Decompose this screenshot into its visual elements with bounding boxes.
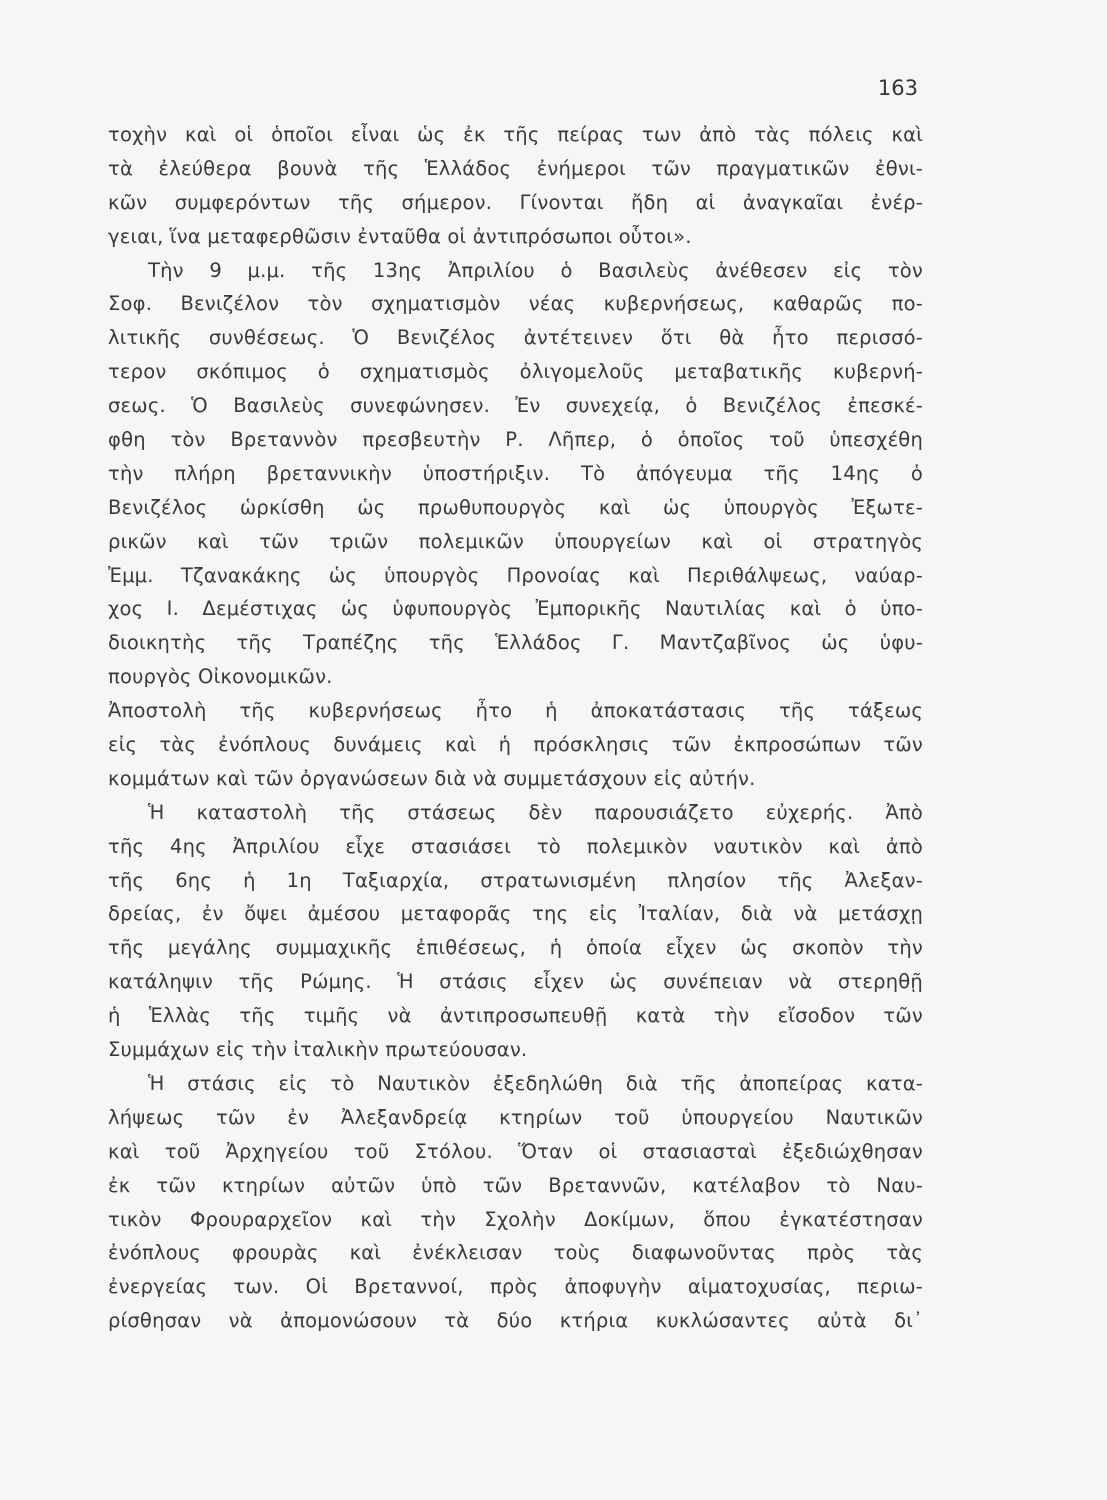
text-line: λήψεως τῶν ἐν Ἀλεξανδρείᾳ κτηρίων τοῦ ὑπουργείου Ναυτικῶν <box>108 1105 923 1129</box>
text-line: Σοφ. Βενιζέλον τὸν σχηματισμὸν νέας κυβερνήσεως, καθαρῶς πο- <box>108 292 923 316</box>
text-line: διοικητὴς τῆς Τραπέζης τῆς Ἑλλάδος Γ. Μαντζαβῖνος ὡς ὑφυ- <box>108 631 923 655</box>
text-line: φθη τὸν Βρεταννὸν πρεσβευτὴν Ρ. Λῆπερ, ὁ ὁποῖος τοῦ ὑπεσχέθη <box>108 428 923 452</box>
text-line: τῆς μεγάλης συμμαχικῆς ἐπιθέσεως, ἡ ὁποία εἶχεν ὡς σκοπὸν τὴν <box>108 936 923 960</box>
text-line: τὴν πλήρη βρεταννικὴν ὑποστήριξιν. Τὸ ἀπόγευμα τῆς 14ης ὁ <box>108 461 923 485</box>
text-line: εἰς τὰς ἐνόπλους δυνάμεις καὶ ἡ πρόσκλησις τῶν ἐκπροσώπων τῶν <box>108 733 923 757</box>
text-line: τερον σκόπιμος ὁ σχηματισμὸς ὀλιγομελοῦς μεταβατικῆς κυβερνή- <box>108 360 923 384</box>
text-line: ἐκ τῶν κτηρίων αὐτῶν ὑπὸ τῶν Βρεταννῶν, κατέλαβον τὸ Ναυ- <box>108 1173 923 1197</box>
text-line: τοχὴν καὶ οἱ ὁποῖοι εἶναι ὡς ἐκ τῆς πείρας των ἀπὸ τὰς πόλεις καὶ <box>108 123 923 146</box>
text-line: Τὴν 9 μ.μ. τῆς 13ης Ἀπριλίου ὁ Βασιλεὺς ἀνέθεσεν εἰς τὸν <box>148 258 923 282</box>
text-line: πουργὸς Οἰκονομικῶν. <box>108 665 333 689</box>
text-line: ἐνεργείας των. Οἱ Βρεταννοί, πρὸς ἀποφυγὴν αἱματοχυσίας, περιω- <box>108 1275 923 1299</box>
text-line: δρείας, ἐν ὄψει ἀμέσου μεταφορᾶς της εἰς Ἰταλίαν, διὰ νὰ μετάσχῃ <box>108 902 923 926</box>
text-line: χος Ι. Δεμέστιχας ὡς ὑφυπουργὸς Ἐμπορικῆς Ναυτιλίας καὶ ὁ ὑπο- <box>108 597 923 621</box>
page-number: 163 <box>877 76 918 100</box>
text-line: τῆς 6ης ἡ 1η Ταξιαρχία, στρατωνισμένη πλησίον τῆς Ἀλεξαν- <box>108 868 923 892</box>
text-line: τὰ ἐλεύθερα βουνὰ τῆς Ἑλλάδος ἐνήμεροι τῶν πραγματικῶν ἐθνι- <box>108 156 923 180</box>
text-line: σεως. Ὁ Βασιλεὺς συνεφώνησεν. Ἐν συνεχείᾳ, ὁ Βενιζέλος ἐπεσκέ- <box>108 394 923 418</box>
text-line: κομμάτων καὶ τῶν ὀργανώσεων διὰ νὰ συμμετάσχουν εἰς αὐτήν. <box>108 766 756 790</box>
text-line: Ἀποστολὴ τῆς κυβερνήσεως ἦτο ἡ ἀποκατάστασις τῆς τάξεως <box>108 699 923 723</box>
text-line: Ἐμμ. Τζανακάκης ὡς ὑπουργὸς Προνοίας καὶ Περιθάλψεως, ναύαρ- <box>108 563 923 587</box>
text-line: γειαι, ἵνα μεταφερθῶσιν ἐνταῦθα οἱ ἀντιπρόσωποι οὗτοι». <box>108 224 692 248</box>
text-line: κατάληψιν τῆς Ρώμης. Ἡ στάσις εἶχεν ὡς συνέπειαν νὰ στερηθῇ <box>108 970 923 994</box>
text-line: ρικῶν καὶ τῶν τριῶν πολεμικῶν ὑπουργείων καὶ οἱ στρατηγὸς <box>108 529 923 553</box>
text-line: ἡ Ἑλλὰς τῆς τιμῆς νὰ ἀντιπροσωπευθῇ κατὰ τὴν εἴσοδον τῶν <box>108 1004 923 1028</box>
text-line: Συμμάχων εἰς τὴν ἰταλικὴν πρωτεύουσαν. <box>108 1038 528 1062</box>
text-line: τῆς 4ης Ἀπριλίου εἶχε στασιάσει τὸ πολεμικὸν ναυτικὸν καὶ ἀπὸ <box>108 834 923 858</box>
text-line: κῶν συμφερόντων τῆς σήμερον. Γίνονται ἤδη αἱ ἀναγκαῖαι ἐνέρ- <box>108 190 923 214</box>
text-line: τικὸν Φρουραρχεῖον καὶ τὴν Σχολὴν Δοκίμων, ὅπου ἐγκατέστησαν <box>108 1207 923 1231</box>
text-line: ἐνόπλους φρουρὰς καὶ ἐνέκλεισαν τοὺς διαφωνοῦντας πρὸς τὰς <box>108 1241 923 1265</box>
text-line: λιτικῆς συνθέσεως. Ὁ Βενιζέλος ἀντέτεινεν ὅτι θὰ ἦτο περισσό- <box>108 326 923 350</box>
text-line: καὶ τοῦ Ἀρχηγείου τοῦ Στόλου. Ὅταν οἱ στασιασταὶ ἐξεδιώχθησαν <box>108 1139 923 1163</box>
text-line: ρίσθησαν νὰ ἀπομονώσουν τὰ δύο κτήρια κυκλώσαντες αὐτὰ δι᾽ <box>108 1309 923 1333</box>
text-line: Ἡ καταστολὴ τῆς στάσεως δὲν παρουσιάζετο εὐχερής. Ἀπὸ <box>148 800 923 824</box>
text-line: Βενιζέλος ὡρκίσθη ὡς πρωθυπουργὸς καὶ ὡς ὑπουργὸς Ἐξωτε- <box>108 495 923 519</box>
body-text <box>108 118 923 1338</box>
text-line: Ἡ στάσις εἰς τὸ Ναυτικὸν ἐξεδηλώθη διὰ τῆς ἀποπείρας κατα- <box>148 1071 923 1095</box>
